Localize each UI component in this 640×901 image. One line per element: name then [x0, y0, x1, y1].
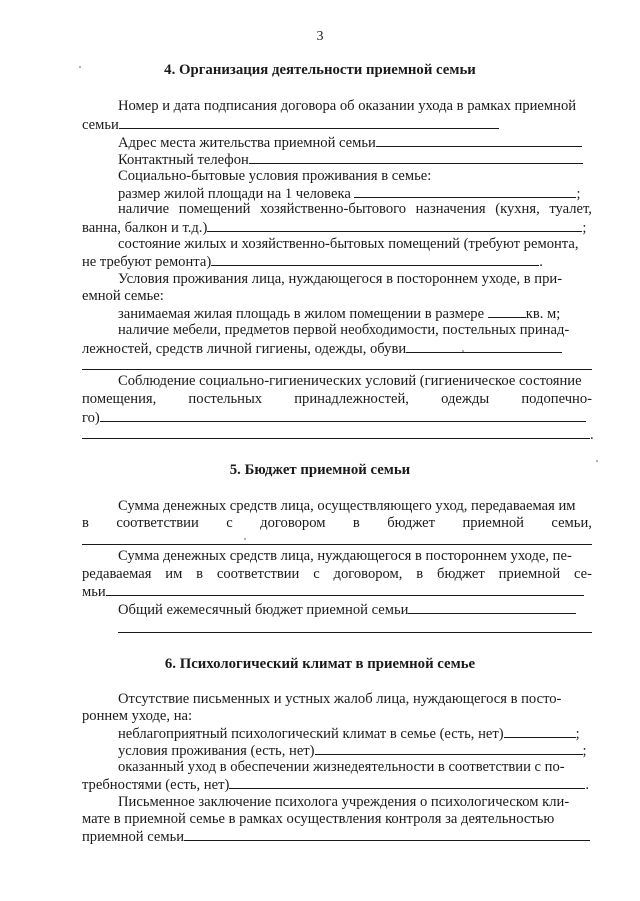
climate-line[interactable]	[504, 724, 576, 738]
rooms-line[interactable]	[207, 218, 582, 232]
living-conditions-label: Социально-бытовые условия проживания в семье:	[118, 168, 432, 184]
psychologist-opinion-label-cont: мате в приемной семье в рамках осуществления контроля за деятельностью	[82, 811, 555, 827]
occupied-area-field: занимаемая жилая площадь в жилом помещении в размере кв. м;	[118, 306, 561, 322]
rooms-label: наличие помещений хозяйственно-бытового назначения (кухня, туалет,	[118, 201, 592, 217]
section-4-title: 4. Организация деятельности приемной семьи	[164, 62, 476, 78]
area-field: размер жилой площади на 1 человека ;	[118, 186, 581, 202]
caregiver-sum-label: Сумма денежных средств лица, осуществляющего уход, передаваемая им	[118, 498, 576, 514]
contract-label-cont: семьи	[82, 115, 499, 134]
furniture-line[interactable]	[406, 339, 562, 353]
ward-sum-line[interactable]	[106, 582, 584, 596]
scan-speck	[596, 460, 598, 462]
care-conditions-label: Условия проживания лица, нуждающегося в постороннем уходе, в при-	[118, 271, 563, 287]
address-field: Адрес места жительства приемной семьи	[118, 133, 582, 152]
ward-sum-field: мьи	[82, 582, 584, 601]
caregiver-sum-line[interactable]	[82, 544, 592, 545]
hygiene-label: Соблюдение социально-гигиенических условий (гигиеническое состояние	[118, 373, 582, 389]
phone-line[interactable]	[249, 150, 583, 164]
occupied-area-line[interactable]	[488, 304, 526, 318]
furniture-label: наличие мебели, предметов первой необходимости, постельных принад-	[118, 322, 570, 338]
hygiene-field-cont: .	[82, 425, 594, 444]
care-provided-field: требностями (есть, нет) .	[82, 777, 589, 793]
living-conditions-line[interactable]	[315, 741, 583, 755]
care-conditions-label-cont: емной семье:	[82, 288, 164, 304]
care-provided-label: оказанный уход в обеспечении жизнедеятельности в соответствии с по-	[118, 759, 565, 775]
complaints-label: Отсутствие письменных и устных жалоб лица, нуждающегося в посто-	[118, 691, 562, 707]
phone-field: Контактный телефон	[118, 150, 583, 169]
contract-line[interactable]	[119, 115, 499, 129]
ward-sum-label: Сумма денежных средств лица, нуждающегося в постороннем уходе, пе-	[118, 548, 572, 564]
hygiene-line[interactable]	[100, 408, 586, 422]
section-5-title: 5. Бюджет приемной семьи	[229, 462, 411, 478]
living-conditions-field: условия проживания (есть, нет) ;	[118, 743, 587, 759]
furniture-extra-line[interactable]	[82, 369, 592, 370]
psychologist-opinion-label: Письменное заключение психолога учреждения о психологическом кли-	[118, 794, 570, 810]
total-budget-field: Общий ежемесячный бюджет приемной семьи	[118, 600, 576, 619]
caregiver-sum-label-cont: в соответствии с договором в бюджет приемной семьи,	[82, 515, 592, 531]
section-6-title: 6. Психологический климат в приемной семье	[164, 656, 476, 672]
hygiene-field: го)	[82, 408, 586, 427]
psychologist-opinion-line[interactable]	[184, 827, 590, 841]
care-provided-line[interactable]	[229, 775, 585, 789]
scan-speck	[462, 350, 464, 352]
premises-state-field: не требуют ремонта) .	[82, 254, 543, 270]
premises-state-line[interactable]	[211, 252, 539, 266]
complaints-label-cont: роннем уходе, на:	[82, 708, 193, 724]
total-budget-extra-line[interactable]	[118, 632, 592, 633]
hygiene-label-cont: помещения, постельных принадлежностей, одежды подопечно-	[82, 391, 592, 407]
ward-sum-label-cont: редаваемая им в соответствии с договором, в бюджет приемной се-	[82, 566, 592, 582]
psychologist-opinion-field: приемной семьи	[82, 827, 590, 846]
furniture-field: лежностей, средств личной гигиены, одежды, обуви	[82, 339, 562, 358]
area-line[interactable]	[354, 184, 576, 198]
hygiene-extra-line[interactable]	[82, 425, 590, 439]
address-line[interactable]	[376, 133, 582, 147]
rooms-field: ванна, балкон и т.д.) ;	[82, 220, 587, 236]
scan-speck	[244, 538, 246, 540]
total-budget-line[interactable]	[408, 600, 576, 614]
climate-field: неблагоприятный психологический климат в семье (есть, нет) ;	[118, 726, 580, 742]
premises-state-label: состояние жилых и хозяйственно-бытовых помещений (требуют ремонта,	[118, 236, 579, 252]
contract-label: Номер и дата подписания договора об оказании ухода в рамках приемной	[118, 98, 577, 114]
page-number: 3	[316, 29, 324, 44]
